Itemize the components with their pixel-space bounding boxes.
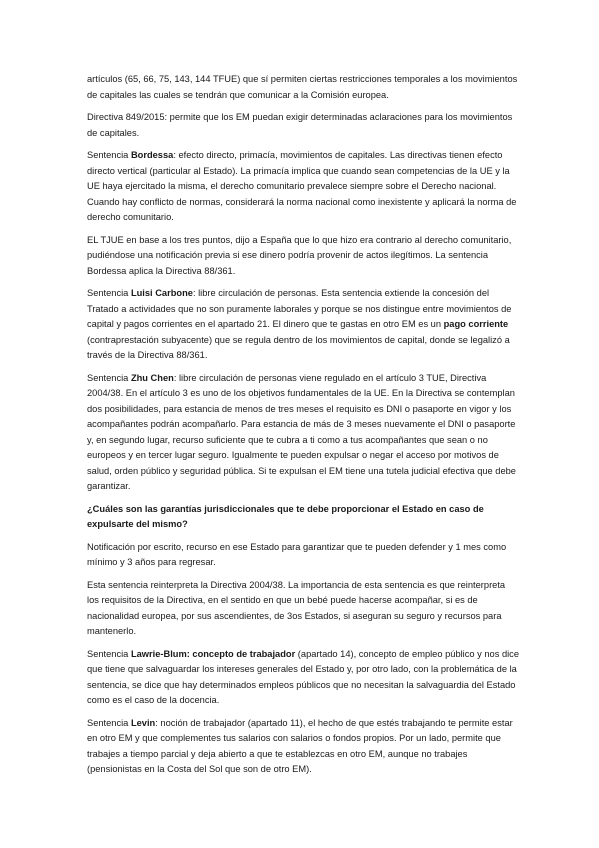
paragraph-luisi-carbone [87, 286, 519, 364]
paragraph-text: : efecto directo, primacía, movimientos de capitales. Las directivas tienen efecto directo vertical (particular al Estado). La primacía implica que cuando sean competencias de la UE y la UE haya ejercitado la misma, el derecho comunitario prevalece siempre sobre el Derecho nacional. Cuando hay conflicto de normas, considerará la norma nacional como inexistente y aplicará la norma de derecho comunitario. [87, 150, 517, 222]
paragraph-directive-849 [87, 110, 519, 141]
document-page [87, 72, 519, 785]
case-name-bordessa: Bordessa [130, 150, 174, 160]
case-name-levin: Levin [130, 717, 156, 728]
paragraph-capital-restrictions [87, 72, 519, 103]
paragraph-text: artículos (65, 66, 75, 143, 144 TFUE) que sí permiten ciertas restricciones temporales a los movimientos de capitales las cuales se tendrán que comunicar a la Comisión europea. [87, 74, 518, 100]
paragraph-text: (apartado 14), concepto de empleo público y nos dice que tiene que salvaguardar los intereses generales del Estado y, por otro lado, con la problemática de la sentencia, se dice que hay determinados empleos públicos que no necesitan la salvaguardia del Estado como es el caso de la docencia. [87, 648, 520, 705]
paragraph-text: EL TJUE en base a los tres puntos, dijo a España que lo que hizo era contrario al derecho comunitario, pudiéndose una notificación previa si ese dinero podría provenir de actos ilegítimos. La sentencia Bordessa aplica la Directiva 88/361. [87, 234, 512, 276]
paragraph-guarantees-answer [87, 540, 519, 571]
paragraph-text: Directiva 849/2015: permite que los EM puedan exigir determinadas aclaraciones para los movimientos de capitales. [87, 112, 513, 138]
paragraph-text: : noción de trabajador (apartado 11), el hecho de que estés trabajando te permite estar en otro EM y que complementes tus salarios con salarios o fondos propios. Por un lado, permite que trabajes a tiempo parcial y deja abierto a que te establezcas en otro EM, aunque no trabajes (pensionistas en la Costa del Sol que son de otro EM). [87, 717, 513, 774]
paragraph-zhu-chen [87, 371, 519, 495]
question-text: ¿Cuáles son las garantías jurisdiccionales que te debe proporcionar el Estado en caso de expulsarte del mismo? [87, 503, 484, 529]
paragraph-levin [87, 716, 519, 778]
paragraph-lawrie-blum [87, 647, 519, 709]
paragraph-prefix: Sentencia [87, 648, 131, 659]
case-name-zhu-chen: Zhu Chen [130, 372, 174, 383]
paragraph-prefix: Sentencia [87, 717, 131, 728]
paragraph-prefix: Sentencia [87, 372, 131, 383]
paragraph-text: Esta sentencia reinterpreta la Directiva 2004/38. La importancia de esta sentencia es que reinterpreta los requisitos de la Directiva, en el sentido en que un bebé puede hacerse acompañar, si es de nacionalidad europea, por sus ascendientes, de 3os Estados, si aseguran su seguro y recursos para mantenerlo. [87, 579, 506, 636]
term-pago-corriente: pago corriente [443, 319, 509, 329]
paragraph-prefix: Sentencia [87, 288, 131, 298]
paragraph-prefix: Sentencia [87, 150, 131, 160]
paragraph-bordessa [87, 148, 519, 226]
question-heading [87, 502, 519, 533]
paragraph-text: Notificación por escrito, recurso en ese Estado para garantizar que te pueden defender y 1 mes como mínimo y 3 años para regresar. [87, 541, 507, 567]
paragraph-text-continued: (contraprestación subyacente) que se regula dentro de los movimientos de capital, donde se legalizó a través de la Directiva 88/361. [87, 334, 510, 360]
paragraph-text: : libre circulación de personas. Esta sentencia extiende la concesión del Tratado a actividades que no son puramente laborales y porque se nos distingue entre movimientos de capital y pagos corrientes en el apartado 21. El dinero que te gastas en otro EM es un [87, 288, 512, 329]
paragraph-text: : libre circulación de personas viene regulado en el artículo 3 TUE, Directiva 2004/38. En el artículo 3 es uno de los objetivos fundamentales de la UE. En la Directiva se contemplan dos posibilidades, para estancia de menos de tres meses el requisito es DNI o pasaporte en vigor y los acompañantes podrán acompañarlo. Para estancia de más de 3 meses nuevamente el DNI o pasaporte y, en segundo lugar, recurso suficiente que te cubra a ti como a tus acompañantes que sean o no europeos y en tercer lugar seguro. Igualmente te pueden expulsar o negar el acceso por motivos de salud, orden público y seguridad pública. Si te expulsan el EM tiene una tutela judicial efectiva que debe garantizar. [87, 372, 516, 491]
paragraph-tjue-spain [87, 233, 519, 280]
case-name-luisi-carbone: Luisi Carbone [130, 288, 193, 298]
case-name-lawrie-blum: Lawrie-Blum: concepto de trabajador [130, 648, 296, 659]
paragraph-reinterpretation [87, 578, 519, 640]
